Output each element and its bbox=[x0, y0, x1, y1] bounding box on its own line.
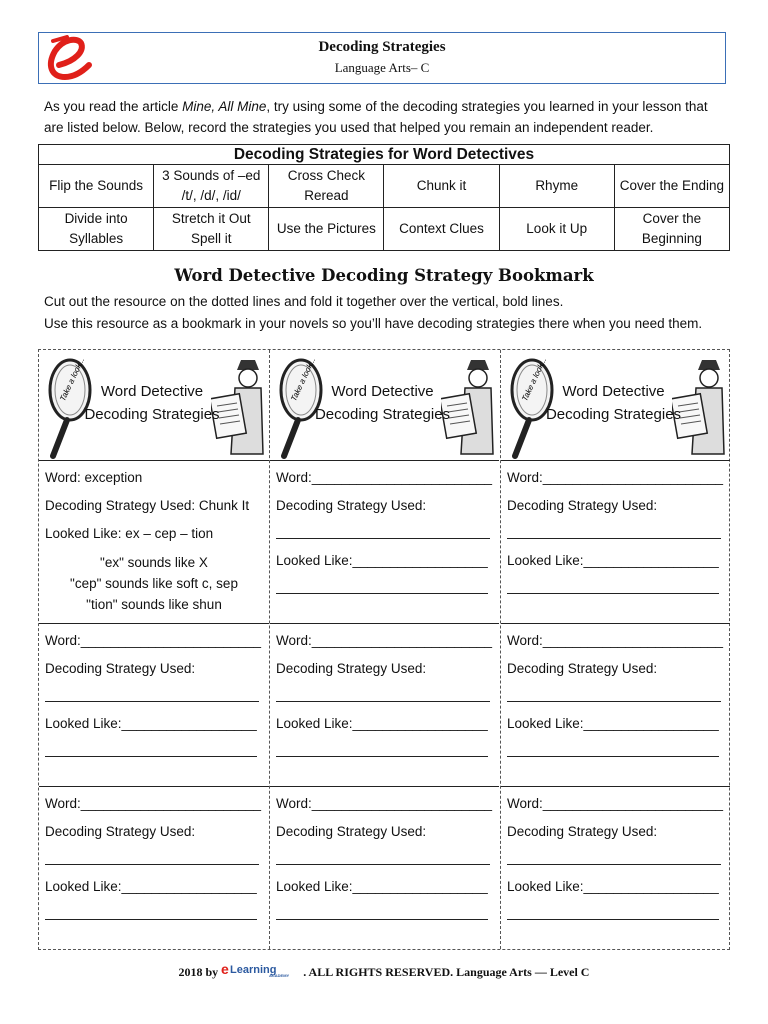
page-title: Decoding Strategies bbox=[318, 39, 446, 55]
strategy-cell-text: Cover the Ending bbox=[619, 178, 725, 193]
word-field: Word:________________________ bbox=[45, 796, 261, 811]
strategy-label: Decoding Strategy Used: bbox=[45, 824, 196, 839]
strategy-label: Decoding Strategy Used: bbox=[507, 498, 658, 513]
intro-text-1: As you read the article bbox=[44, 99, 183, 114]
strategy-answer-line bbox=[276, 538, 490, 539]
strategy-cell bbox=[39, 208, 154, 251]
magnifier-caption: Take a look... bbox=[289, 355, 318, 403]
banner-line: Word Detective bbox=[100, 383, 204, 400]
bookmark-banner bbox=[39, 350, 269, 461]
bookmark-column bbox=[39, 350, 269, 949]
looked-like-answer-line bbox=[507, 919, 719, 920]
bookmark-grid bbox=[38, 349, 730, 950]
word-label: Word: exception bbox=[45, 470, 143, 485]
footer-year: 2018 by bbox=[178, 965, 219, 979]
word-field: Word:________________________ bbox=[276, 470, 492, 485]
looked-like-field: Looked Like:__________________ bbox=[507, 879, 719, 894]
bookmark-banner-title bbox=[310, 380, 455, 426]
bookmark-banner bbox=[501, 350, 730, 461]
strategy-label: Decoding Strategy Used: Chunk It bbox=[45, 498, 250, 513]
strategy-cell-text: Flip the Sounds bbox=[49, 178, 143, 193]
looked-like-answer-line bbox=[507, 593, 719, 594]
bookmark-column bbox=[269, 350, 499, 949]
looked-like-field: Looked Like:__________________ bbox=[276, 553, 488, 568]
looked-like-field: Looked Like:__________________ bbox=[45, 716, 257, 731]
looked-like-answer-line bbox=[276, 756, 488, 757]
strategy-cell bbox=[269, 208, 384, 251]
svg-text:ACADEMY: ACADEMY bbox=[269, 973, 290, 978]
instruction-line: Cut out the resource on the dotted lines and fold it together over the vertical, bold lines. bbox=[44, 294, 564, 309]
strategy-answer-line bbox=[507, 701, 721, 702]
banner-line: Decoding Strategies bbox=[84, 406, 220, 423]
bookmark-column bbox=[500, 350, 730, 949]
strategy-answer-line bbox=[507, 538, 721, 539]
bookmark-banner-title bbox=[541, 380, 686, 426]
footer bbox=[0, 962, 768, 980]
looked-like-field: Looked Like:__________________ bbox=[276, 716, 488, 731]
strategy-cell-text: Cover the bbox=[642, 211, 702, 226]
strategy-cell-text: Syllables bbox=[69, 231, 124, 246]
banner-line: Decoding Strategies bbox=[545, 406, 682, 423]
strategy-answer-line bbox=[507, 864, 721, 865]
strategy-cell-text: Divide into bbox=[64, 211, 128, 226]
strategy-label: Decoding Strategy Used: bbox=[507, 824, 658, 839]
strategy-cell-text: Use the Pictures bbox=[276, 221, 376, 236]
strategy-cell-text: Context Clues bbox=[399, 221, 484, 236]
bookmark-entry bbox=[39, 624, 269, 787]
strategy-cell bbox=[499, 165, 614, 208]
page-subtitle: Language Arts– C bbox=[334, 60, 430, 75]
bookmark-entry bbox=[501, 461, 730, 624]
strategy-cell-text: 3 Sounds of –ed bbox=[162, 168, 261, 183]
looked-like-answer-line bbox=[507, 756, 719, 757]
strategy-label: Decoding Strategy Used: bbox=[276, 498, 427, 513]
intro-paragraph bbox=[44, 96, 724, 138]
strategy-label: Decoding Strategy Used: bbox=[276, 661, 427, 676]
banner-line: Decoding Strategies bbox=[314, 406, 451, 423]
looked-like-field: Looked Like:__________________ bbox=[507, 553, 719, 568]
strategy-answer-line bbox=[45, 864, 259, 865]
strategy-cell bbox=[614, 208, 729, 251]
intro-text-2: , try using some of the decoding strategies you learned in your lesson that are listed below. Below, record the strategies you used that helped you remain an independent reader. bbox=[44, 99, 708, 135]
bookmark-title: Word Detective Decoding Strategy Bookmark bbox=[174, 266, 594, 285]
article-title: Mine, All Mine bbox=[182, 99, 267, 114]
strategy-cell bbox=[384, 208, 499, 251]
looked-like-label: Looked Like: ex – cep – tion bbox=[45, 526, 214, 541]
strategy-cell-text: Stretch it Out bbox=[171, 211, 251, 226]
banner-line: Word Detective bbox=[562, 383, 665, 400]
bookmark-entry bbox=[270, 787, 499, 950]
strategy-cell-text: Spell it bbox=[190, 231, 232, 246]
looked-like-answer-line bbox=[276, 593, 488, 594]
strategy-cell bbox=[499, 208, 614, 251]
strategy-label: Decoding Strategy Used: bbox=[507, 661, 658, 676]
strategy-cell bbox=[154, 165, 269, 208]
looked-like-field: Looked Like:__________________ bbox=[45, 879, 257, 894]
strategy-cell-text: Reread bbox=[304, 188, 349, 203]
looked-like-field: Looked Like:__________________ bbox=[276, 879, 488, 894]
svg-text:Learning: Learning bbox=[230, 964, 277, 976]
magnifier-caption: Take a look... bbox=[520, 355, 549, 403]
example-note: "tion" sounds like shun bbox=[86, 597, 222, 612]
header-box bbox=[38, 32, 726, 84]
bookmark-banner bbox=[270, 350, 499, 461]
looked-like-answer-line bbox=[45, 756, 257, 757]
bookmark-entry bbox=[501, 787, 730, 950]
word-field: Word:________________________ bbox=[45, 633, 261, 648]
strategy-label: Decoding Strategy Used: bbox=[276, 824, 427, 839]
strategy-cell bbox=[384, 165, 499, 208]
elearning-academy-logo-icon bbox=[221, 962, 303, 978]
looked-like-answer-line bbox=[276, 919, 488, 920]
strategies-table-title: Decoding Strategies for Word Detectives bbox=[39, 145, 730, 165]
word-field: Word:________________________ bbox=[507, 633, 723, 648]
bookmark-entry bbox=[270, 624, 499, 787]
bookmark-entry bbox=[39, 461, 269, 624]
strategy-cell-text: Cross Check bbox=[287, 168, 366, 183]
strategy-cell bbox=[269, 165, 384, 208]
bookmark-banner-title bbox=[79, 380, 225, 426]
strategy-cell bbox=[614, 165, 729, 208]
strategy-cell-text: Look it Up bbox=[526, 221, 588, 236]
word-field: Word:________________________ bbox=[276, 796, 492, 811]
bookmark-entry bbox=[501, 624, 730, 787]
strategy-cell-text: Beginning bbox=[641, 231, 702, 246]
strategy-cell bbox=[39, 165, 154, 208]
table-row bbox=[39, 208, 730, 251]
example-note: "ex" sounds like X bbox=[100, 555, 208, 570]
magnifier-caption: Take a look... bbox=[58, 355, 87, 403]
svg-text:e: e bbox=[221, 962, 229, 977]
bookmark-instructions bbox=[44, 291, 734, 335]
strategy-cell-text: Rhyme bbox=[535, 178, 579, 193]
footer-rights: . ALL RIGHTS RESERVED. Language Arts — Level C bbox=[303, 965, 590, 979]
example-note: "cep" sounds like soft c, sep bbox=[70, 576, 238, 591]
strategy-answer-line bbox=[45, 701, 259, 702]
strategy-label: Decoding Strategy Used: bbox=[45, 661, 196, 676]
word-field: Word:________________________ bbox=[507, 470, 723, 485]
strategy-cell bbox=[154, 208, 269, 251]
table-row bbox=[39, 165, 730, 208]
strategy-answer-line bbox=[276, 864, 490, 865]
word-field: Word:________________________ bbox=[276, 633, 492, 648]
strategy-cell-text: Chunk it bbox=[416, 178, 467, 193]
instruction-line: Use this resource as a bookmark in your novels so you’ll have decoding strategies there when you need them. bbox=[44, 316, 703, 331]
bookmark-entry bbox=[39, 787, 269, 950]
strategy-answer-line bbox=[276, 701, 490, 702]
bookmark-entry bbox=[270, 461, 499, 624]
strategy-cell-text: /t/, /d/, /id/ bbox=[181, 188, 241, 203]
strategies-table bbox=[38, 144, 730, 251]
looked-like-answer-line bbox=[45, 919, 257, 920]
banner-line: Word Detective bbox=[331, 383, 434, 400]
looked-like-field: Looked Like:__________________ bbox=[507, 716, 719, 731]
word-field: Word:________________________ bbox=[507, 796, 723, 811]
